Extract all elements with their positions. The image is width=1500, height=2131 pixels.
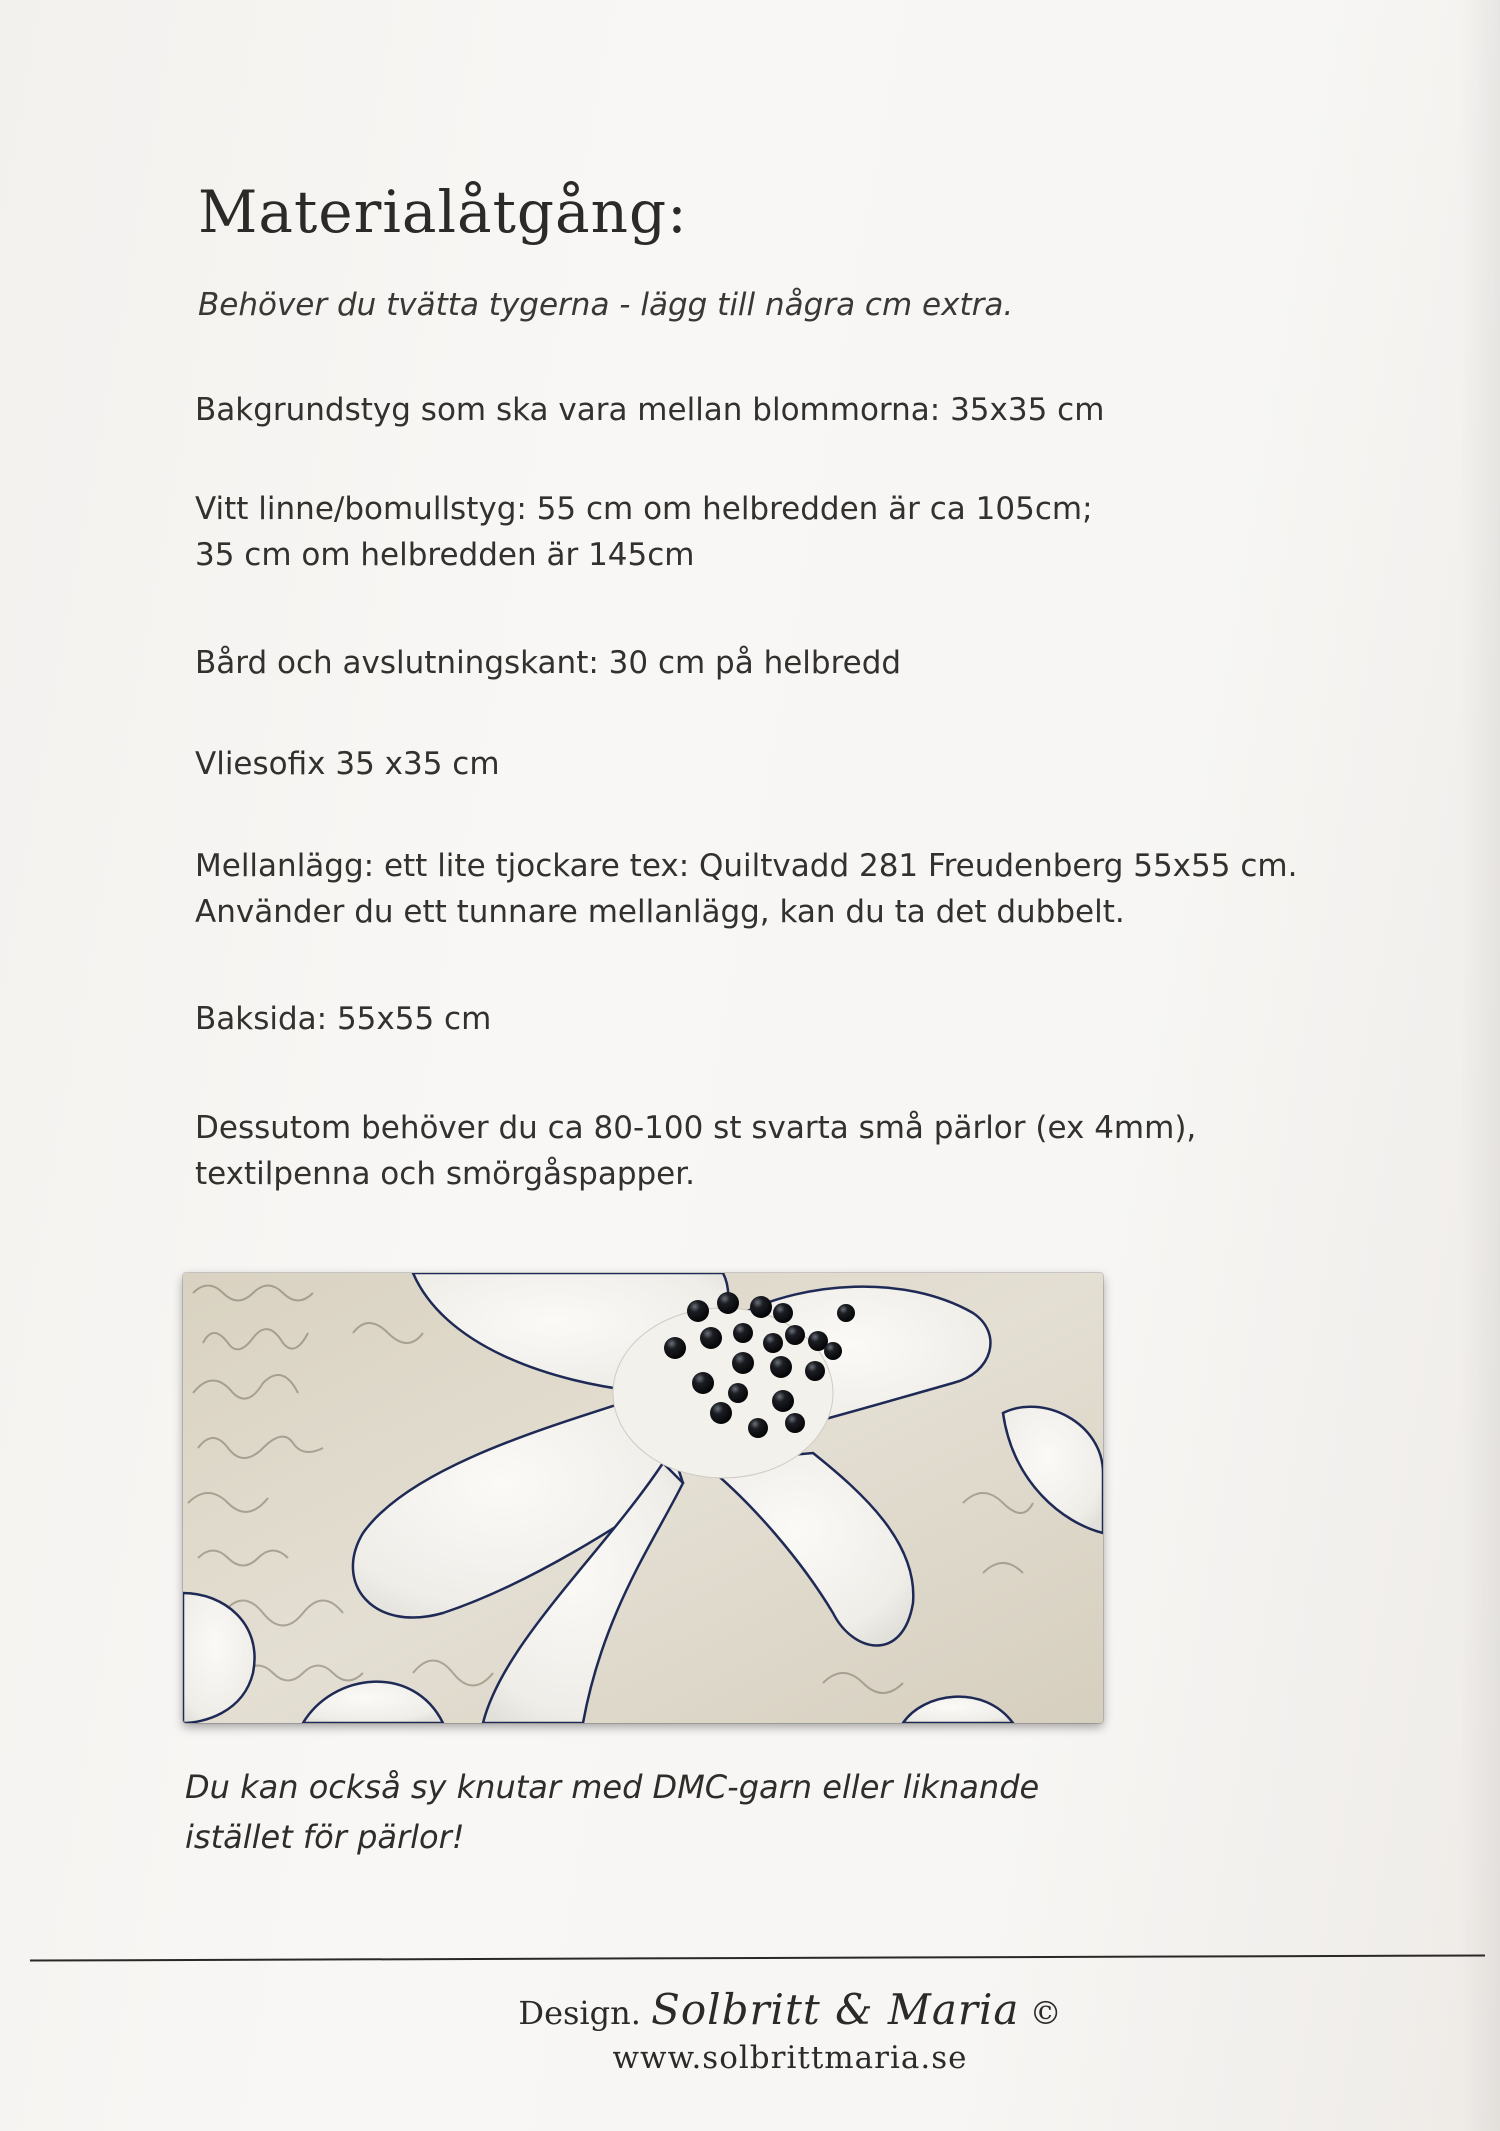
material-item-white-linen [195, 486, 1093, 578]
item-text-continued: textilpenna och smörgåspapper. [195, 1156, 696, 1192]
material-item-background [195, 387, 1104, 433]
photo-caption [185, 1762, 1039, 1862]
item-text-continued: Använder du ett tunnare mellanlägg, kan du ta det dubbelt. [195, 894, 1125, 930]
page-edge-shadow [1460, 0, 1500, 2131]
designer-signature: Solbritt & Maria [651, 1985, 1020, 2034]
item-text: Bård och avslutningskant: 30 cm på helbredd [195, 645, 902, 681]
item-text: Dessutom behöver du ca 80-100 st svarta små pärlor (ex 4mm), [195, 1110, 1197, 1146]
caption-line: Du kan också sy knutar med DMC-garn eller liknande [185, 1768, 1040, 1806]
design-label: Design. [518, 1994, 641, 2032]
caption-line-continued: istället för pärlor! [185, 1818, 465, 1856]
material-item-vliesofix [195, 741, 500, 787]
copyright-symbol: © [1029, 1994, 1062, 2032]
material-item-beads [195, 1105, 1196, 1197]
item-text: Mellanlägg: ett lite tjockare tex: Quiltvadd 281 Freudenberg 55x55 cm. [195, 848, 1298, 884]
item-text: Vitt linne/bomullstyg: 55 cm om helbredden är ca 105cm; [195, 491, 1093, 527]
item-text: Baksida: 55x55 cm [195, 1001, 492, 1037]
subtitle-note: Behöver du tvätta tygerna - lägg till några cm extra. [198, 287, 1014, 323]
page-title: Materialåtgång: [198, 178, 688, 246]
quilt-flower-photo [183, 1273, 1103, 1723]
material-item-batting [195, 843, 1297, 935]
footer-credit [470, 1985, 1110, 2034]
item-text: Vliesofix 35 x35 cm [195, 746, 500, 782]
item-text: Bakgrundstyg som ska vara mellan blommorna: 35x35 cm [195, 392, 1105, 428]
material-item-backing [195, 996, 491, 1042]
material-item-border [195, 640, 901, 686]
item-text-continued: 35 cm om helbredden är 145cm [195, 537, 695, 573]
website-url[interactable]: www.solbrittmaria.se [612, 2040, 968, 2076]
